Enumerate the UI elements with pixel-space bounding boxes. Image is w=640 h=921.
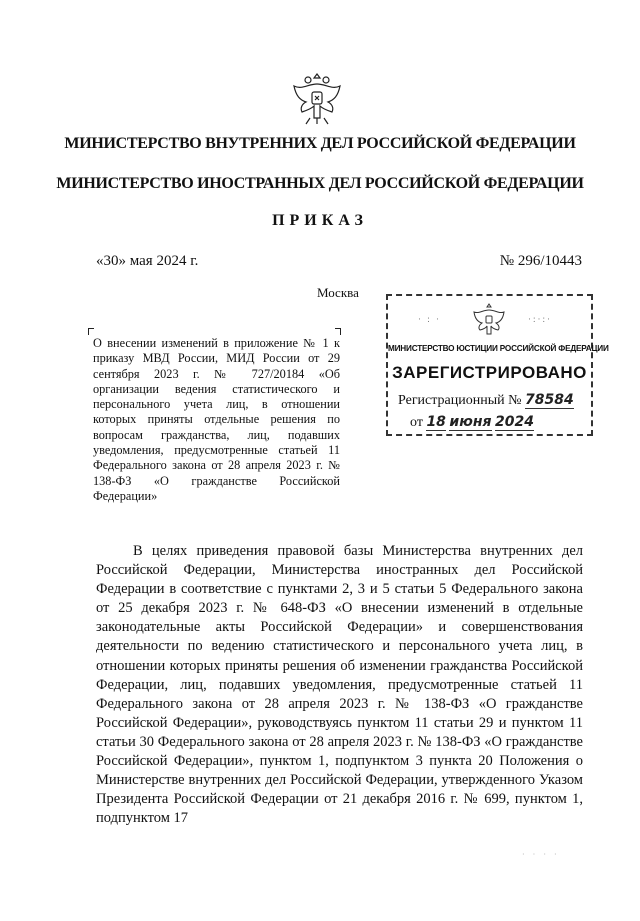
stamp-marks-left: · : · <box>418 314 441 324</box>
stamp-reg-label: Регистрационный № <box>398 393 522 408</box>
ministry-header-foreign: МИНИСТЕРСТВО ИНОСТРАННЫХ ДЕЛ РОССИЙСКОЙ ФЕДЕРАЦИИ <box>56 175 584 192</box>
stamp-marks-right: ·:·:· <box>528 314 552 324</box>
stamp-registered: ЗАРЕГИСТРИРОВАНО <box>392 363 587 382</box>
body-paragraph: В целях приведения правовой базы Министерства внутренних дел Российской Федерации, Министерства иностранных дел Российской Федерации в соответствие с пунктами 2, 3 и 5 статьи 5 Федерального закона от 25 декабря 2023 г. № 648-ФЗ «О внесении изменений в отдельные законодательные акты Российской Федерации» и совершенствования деятельности по ведению статистического и персонального учета лиц, в отношении которых приняты решения об изменении гражданства Российской Федерации, лиц, подавших уведомления, предусмотренные статьей 11 Федерального закона от 28 апреля 2023 г. № 138-ФЗ «О гражданстве Российской Федерации», руководствуясь пунктом 11 статьи 29 и пунктом 11 статьи 30 Федерального закона от 28 апреля 2023 г. № 138-ФЗ «О гражданстве Российской Федерации», пунктом 1, подпунктом 3 пункта 20 Положения о Министерстве внутренних дел Российской Федерации, утвержденного Указом Президента Российской Федерации от 21 декабря 2016 г. № 699, пунктом 1, подпунктом 17 <box>96 543 583 827</box>
stamp-ministry: МИНИСТЕРСТВО ЮСТИЦИИ РОССИЙСКОЙ ФЕДЕРАЦИИ <box>388 344 609 353</box>
stamp-emblem-icon <box>469 300 509 340</box>
scan-marks: · · · · <box>522 850 560 859</box>
city: Москва <box>317 285 359 300</box>
stamp-reg-number: 78584 <box>525 392 574 408</box>
russian-coat-of-arms-icon <box>286 66 348 128</box>
registration-stamp <box>386 294 609 436</box>
subject-corner-left <box>88 328 94 335</box>
stamp-date-year: 2024 <box>495 414 534 430</box>
order-number: № 296/10443 <box>499 253 582 269</box>
order-subject: О внесении изменений в приложение № 1 к приказу МВД России, МИД России от 29 сентября 2023 г. № 727/20184 «Об организации ведения статистического и персонального учета лиц, в отношении которых приняты отдельные решения по вопросам гражданства, лиц, подавших уведомления, предусмотренные статьей 11 Федерального закона от 28 апреля 2023 г. № 138-ФЗ «О гражданстве Российской Федерации» <box>93 336 340 503</box>
stamp-date-prefix: от <box>410 415 423 430</box>
subject-corner-right <box>335 328 341 335</box>
order-body <box>96 542 583 828</box>
stamp-date-day: 18 <box>426 414 446 430</box>
order-date: «30» мая 2024 г. <box>96 253 199 269</box>
stamp-reg-number-line <box>398 392 574 409</box>
stamp-date-line <box>410 414 534 431</box>
document-title: ПРИКАЗ <box>272 212 368 229</box>
stamp-date-month: июня <box>449 414 492 430</box>
ministry-header-interior: МИНИСТЕРСТВО ВНУТРЕННИХ ДЕЛ РОССИЙСКОЙ ФЕДЕРАЦИИ <box>64 135 576 152</box>
